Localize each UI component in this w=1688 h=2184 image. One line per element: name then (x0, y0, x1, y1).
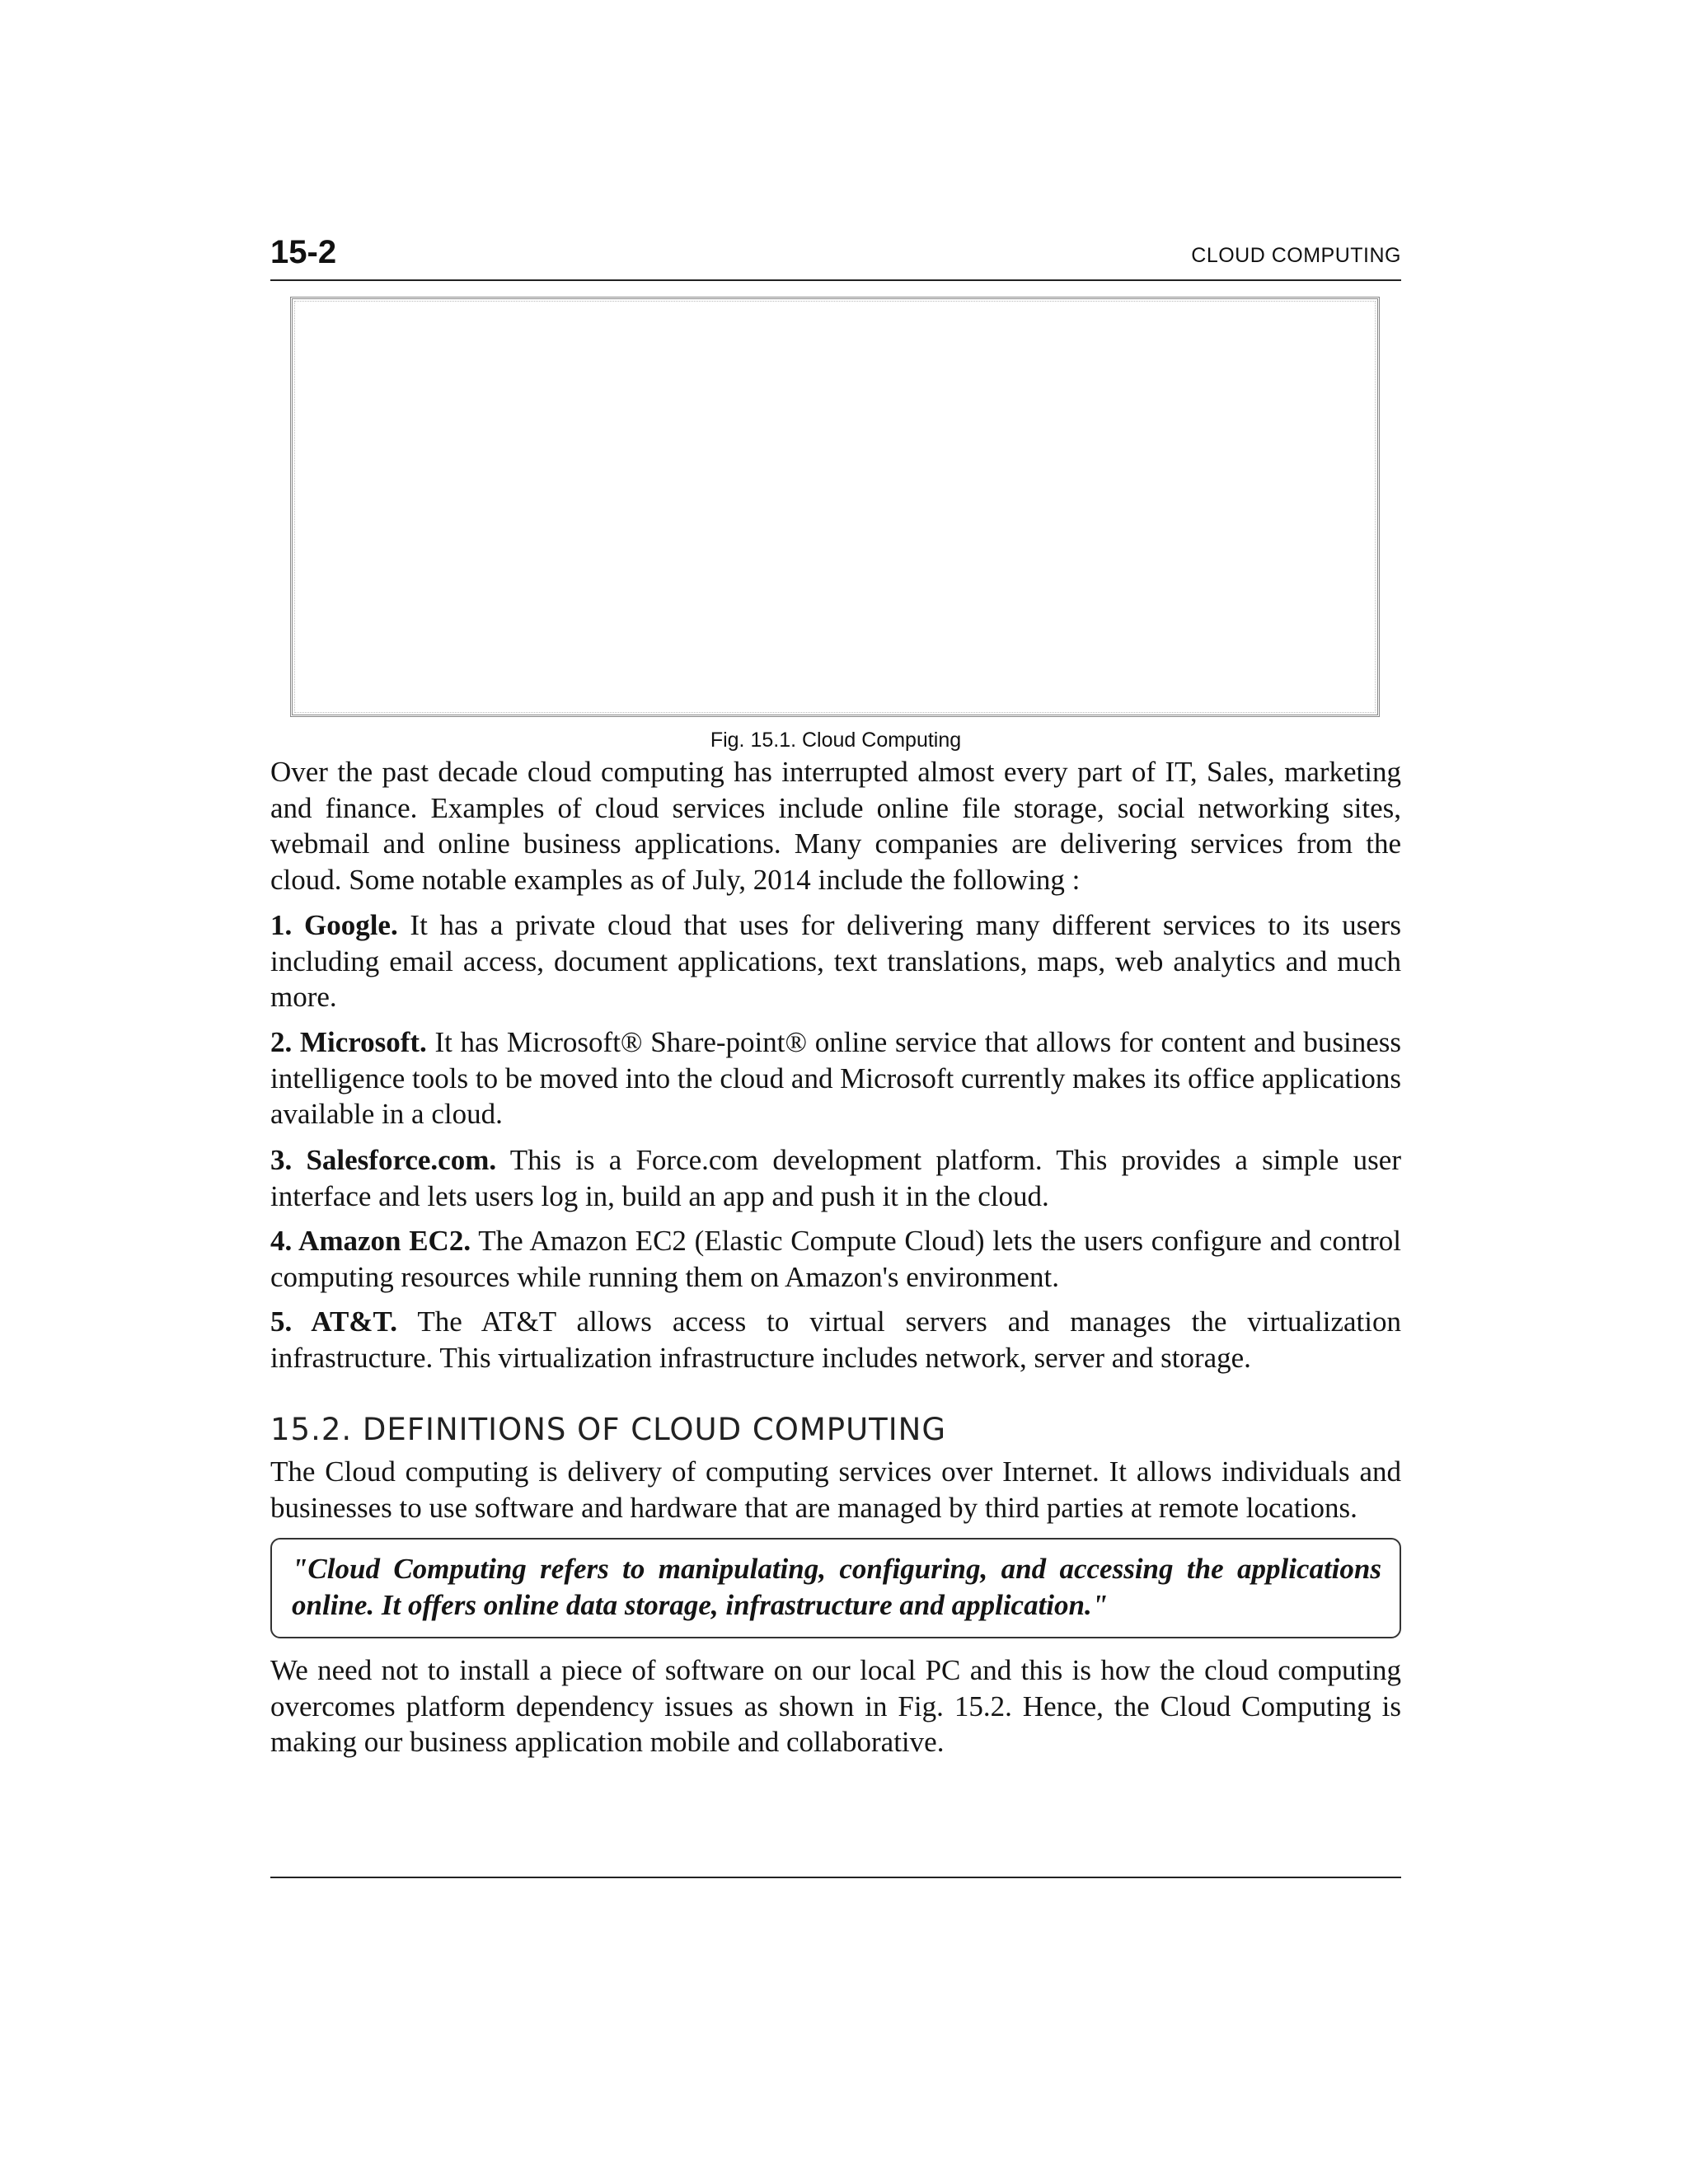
example-item-att (270, 1304, 1401, 1376)
figure-placeholder (290, 297, 1380, 717)
figure-caption: Fig. 15.1. Cloud Computing (710, 729, 962, 752)
example-label: 1. Google. (270, 909, 398, 941)
example-item-google (270, 907, 1401, 1015)
page-header (270, 232, 1401, 280)
example-label: 2. Microsoft. (270, 1026, 427, 1058)
example-text: The Amazon EC2 (Elastic Compute Cloud) lets the users configure and control computing resources while running them on Amazon's environment. (270, 1225, 1402, 1293)
header-rule (270, 279, 1401, 281)
definition-quote-box (270, 1538, 1401, 1638)
example-text: This is a Force.com development platform. This provides a simple user interface and lets users log in, build an app and push it in the cloud. (270, 1144, 1401, 1212)
section-paragraph: The Cloud computing is delivery of computing services over Internet. It allows individuals and businesses to use software and hardware that are managed by third parties at remote locations. (270, 1455, 1401, 1524)
example-text: It has Microsoft® Share-point® online service that allows for content and business intelligence tools to be moved into the cloud and Microsoft currently makes its office applications available in a cloud. (270, 1026, 1401, 1130)
intro-paragraph: Over the past decade cloud computing has interrupted almost every part of IT, Sales, marketing and finance. Examples of cloud services include online file storage, social networking sites, webmail and online business applications. Many companies are delivering services from the cloud. Some notable examples as of July, 2014 include the following : (270, 756, 1401, 896)
section-heading: 15.2. DEFINITIONS OF CLOUD COMPUTING (270, 1412, 947, 1447)
example-item-salesforce (270, 1142, 1401, 1214)
example-item-microsoft (270, 1024, 1401, 1132)
page-number: 15-2 (270, 234, 337, 270)
example-label: 5. AT&T. (270, 1305, 397, 1338)
footer-rule (270, 1877, 1401, 1878)
example-label: 4. Amazon EC2. (270, 1225, 471, 1257)
definition-quote: "Cloud Computing refers to manipulating, configuring, and accessing the applications online. It offers online data storage, infrastructure and application." (292, 1553, 1381, 1621)
example-label: 3. Salesforce.com. (270, 1144, 497, 1176)
closing-paragraph: We need not to install a piece of software on our local PC and this is how the cloud computing overcomes platform dependency issues as shown in Fig. 15.2. Hence, the Cloud Computing is making our business application mobile and collaborative. (270, 1654, 1401, 1758)
example-text: The AT&T allows access to virtual servers and manages the virtualization infrastructure. This virtualization infrastructure includes network, server and storage. (270, 1305, 1402, 1374)
example-text: It has a private cloud that uses for delivering many different services to its users including email access, document applications, text translations, maps, web analytics and much more. (270, 909, 1401, 1013)
book-page (270, 0, 1401, 2184)
running-head: CLOUD COMPUTING (1191, 244, 1401, 267)
example-item-amazon-ec2 (270, 1223, 1401, 1295)
